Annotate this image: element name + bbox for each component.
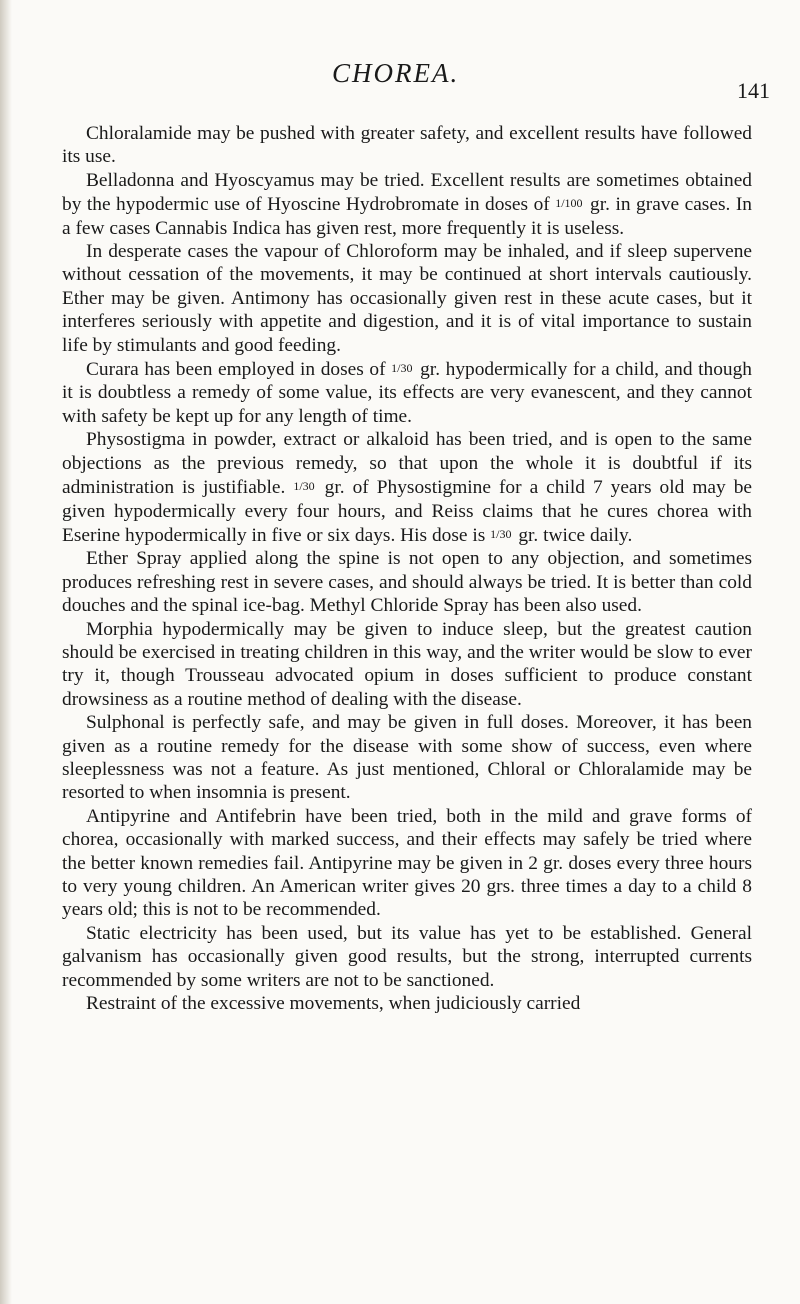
paragraph-belladonna: Belladonna and Hyoscyamus may be tried. Excellent results are sometimes obtained by the hypodermic use of Hyoscine Hydrobromate in doses of 1/100 gr. in grave cases. In a few cases Cannabis Indica has given rest, more frequently it is useless. (62, 169, 752, 239)
running-title: CHOREA. (332, 58, 460, 88)
paragraph-chloralamide: Chloralamide may be pushed with greater safety, and excellent results have followed its use. (62, 123, 752, 168)
page-number: 141 (737, 78, 770, 103)
paragraph-electricity: Static electricity has been used, but its value has yet to be established. General galvanism has occasionally given good results, but the strong, interrupted currents recommended by some writers are not to be sanctioned. (62, 922, 752, 991)
body-text (62, 122, 752, 1292)
paragraph-morphia: Morphia hypodermically may be given to induce sleep, but the greatest caution should be exercised in treating children in this way, and the writer would be slow to ever try it, though Trousseau advocated opium in doses sufficient to produce constant drowsiness as a routine method of dealing with the disease. (62, 618, 752, 710)
page-header (62, 58, 770, 103)
paragraph-sulphonal: Sulphonal is perfectly safe, and may be given in full doses. Moreover, it has been given as a routine remedy for the disease with some show of success, even where sleeplessness was not a feature. As just mentioned, Chloral or Chloralamide may be resorted to when insomnia is present. (62, 712, 752, 804)
paragraph-physostigma: Physostigma in powder, extract or alkaloid has been tried, and is open to the same objections as the previous remedy, so that upon the whole it is doubtful if its administration is justifiable. 1/30 gr. of Physostigmine for a child 7 years old may be given hypodermically every four hours, and Reiss claims that he cures chorea with Eserine hypodermically in five or six days. His dose is 1/30 gr. twice daily. (62, 429, 753, 546)
paragraph-chloroform: In desperate cases the vapour of Chloroform may be inhaled, and if sleep supervene without cessation of the movements, it may be continued at short intervals cautiously. Ether may be given. Antimony has occasionally given rest in these acute cases, but it interferes seriously with appetite and digestion, and it is of vital importance to sustain life by stimulants and good feeding. (62, 241, 752, 356)
paragraph-antipyrine: Antipyrine and Antifebrin have been tried, both in the mild and grave forms of chorea, occasionally with marked success, and their effects may safely be tried where the better known remedies fail. Antipyrine may be given in 2 gr. doses every three hours to very young children. An American writer gives 20 grs. three times a day to a child 8 years old; this is not to be recommended. (62, 805, 752, 921)
page-edge-shadow (0, 0, 12, 1304)
paragraph-curara: Curara has been employed in doses of 1/30 gr. hypodermically for a child, and though it is doubtless a remedy of some value, its effects are very evanescent, and they cannot with safety be kept up for any length of time. (62, 359, 752, 427)
paragraph-ether-spray: Ether Spray applied along the spine is not open to any objection, and sometimes produces refreshing rest in severe cases, and should always be tried. It is better than cold douches and the spinal ice-bag. Methyl Chloride Spray has been also used. (62, 548, 752, 617)
paragraph-restraint: Restraint of the excessive movements, when judiciously carried (86, 993, 581, 1015)
